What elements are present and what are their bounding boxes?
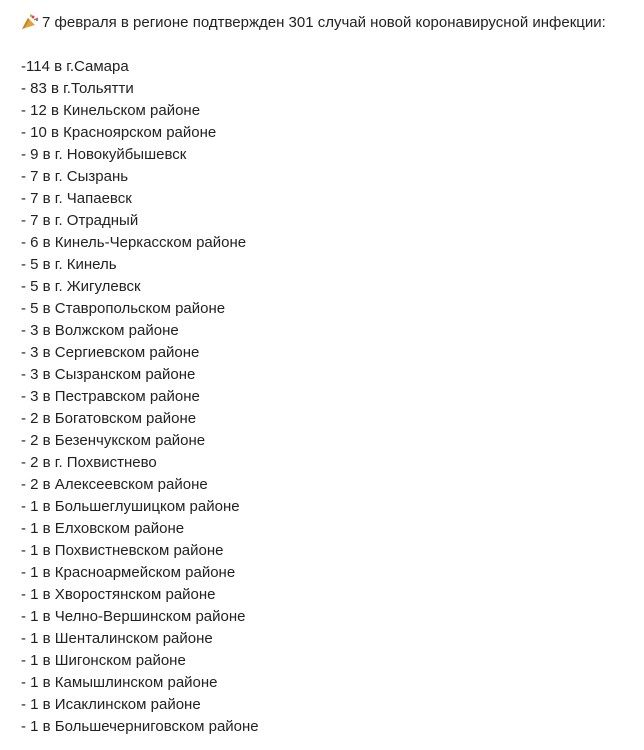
post-body — [21, 12, 636, 738]
party-popper-icon — [21, 14, 39, 30]
list-item: - 5 в Ставропольском районе — [21, 300, 226, 317]
cases-by-district-list — [21, 56, 636, 738]
list-item: - 2 в Алексеевском районе — [21, 476, 208, 493]
list-item: - 1 в Красноармейском районе — [21, 564, 236, 581]
list-item: - 2 в Безенчукском районе — [21, 432, 206, 449]
list-item: - 5 в г. Кинель — [21, 256, 117, 273]
list-item: - 5 в г. Жигулевск — [21, 278, 141, 295]
list-item: - 1 в Исаклинском районе — [21, 696, 201, 713]
list-item: - 2 в г. Похвистнево — [21, 454, 157, 471]
list-item: - 1 в Челно-Вершинском районе — [21, 608, 246, 625]
list-item: - 2 в Богатовском районе — [21, 410, 197, 427]
list-item: - 1 в Хворостянском районе — [21, 586, 216, 603]
list-item: - 9 в г. Новокуйбышевск — [21, 146, 187, 163]
list-item: - 83 в г.Тольятти — [21, 80, 134, 97]
post-headline: 7 февраля в регионе подтвержден 301 случай новой коронавирусной инфекции: — [42, 14, 606, 31]
list-item: - 10 в Красноярском районе — [21, 124, 217, 141]
list-item: - 6 в Кинель-Черкасском районе — [21, 234, 247, 251]
list-item: - 3 в Пестравском районе — [21, 388, 200, 405]
post-headline-line — [21, 12, 636, 34]
list-item: - 1 в Елховском районе — [21, 520, 185, 537]
list-item: - 7 в г. Сызрань — [21, 168, 129, 185]
list-item: - 3 в Волжском районе — [21, 322, 179, 339]
list-item: - 7 в г. Чапаевск — [21, 190, 132, 207]
list-item: - 1 в Шенталинском районе — [21, 630, 213, 647]
list-item: - 1 в Шигонском районе — [21, 652, 186, 669]
list-item: - 3 в Сергиевском районе — [21, 344, 200, 361]
list-item: - 3 в Сызранском районе — [21, 366, 196, 383]
list-item: - 1 в Похвистневском районе — [21, 542, 224, 559]
list-item: -114 в г.Самара — [21, 58, 129, 75]
list-item: - 1 в Большеглушицком районе — [21, 498, 240, 515]
list-item: - 1 в Большечерниговском районе — [21, 718, 259, 735]
list-item: - 12 в Кинельском районе — [21, 102, 201, 119]
list-item: - 1 в Камышлинском районе — [21, 674, 218, 691]
paragraph-gap — [21, 34, 636, 56]
list-item: - 7 в г. Отрадный — [21, 212, 139, 229]
